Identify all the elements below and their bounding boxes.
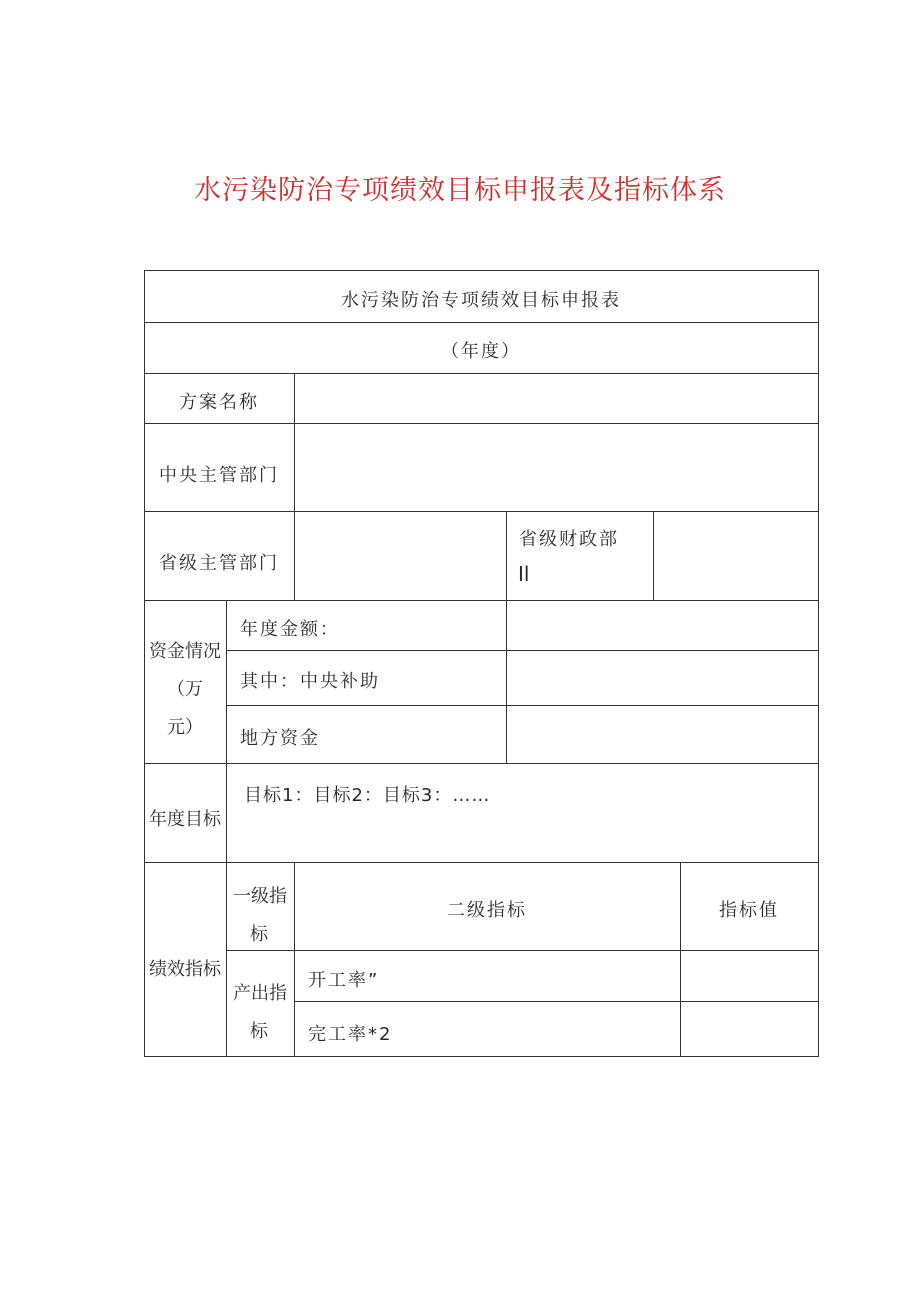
document-title: 水污染防治专项绩效目标申报表及指标体系	[194, 175, 726, 206]
value-header: 指标值	[719, 900, 779, 921]
indicator-value-field[interactable]	[681, 1002, 817, 1055]
table-border-bottom	[144, 1056, 819, 1057]
indicator-value-field[interactable]	[681, 951, 817, 1000]
table-divider	[144, 322, 818, 323]
central-subsidy-field[interactable]	[507, 651, 817, 704]
indicator-row-2: 完工率*2	[308, 1024, 393, 1045]
year-label: （年度）	[441, 341, 521, 362]
provincial-finance-label-cont: Il	[518, 562, 530, 586]
indicator-row-1: 开工率”	[308, 970, 380, 991]
central-dept-label: 中央主管部门	[159, 465, 279, 486]
annual-goal-label: 年度目标	[149, 809, 221, 830]
table-border-top	[144, 270, 818, 271]
funds-label-unit: （万	[167, 679, 203, 700]
provincial-dept-label: 省级主管部门	[159, 553, 279, 574]
provincial-finance-label: 省级财政部	[519, 529, 619, 550]
level1-header-cont: 标	[250, 924, 270, 945]
annual-amount-label: 年度金额：	[240, 619, 340, 640]
table-border-right	[818, 270, 819, 1057]
annual-goal-text[interactable]: 目标1：目标2：目标3：……	[244, 785, 491, 806]
table-divider	[294, 862, 295, 1056]
local-funds-label: 地方资金	[240, 728, 320, 749]
output-indicator-label: 产出指	[233, 983, 287, 1004]
table-divider	[506, 511, 507, 600]
central-dept-field[interactable]	[295, 424, 817, 510]
level1-header: 一级指	[233, 886, 287, 907]
level2-header: 二级指标	[447, 900, 527, 921]
table-divider	[144, 862, 818, 863]
funds-label-unit-end: 元）	[167, 717, 203, 738]
funds-label: 资金情况	[149, 641, 221, 662]
scheme-name-label: 方案名称	[179, 392, 259, 413]
annual-amount-field[interactable]	[507, 601, 817, 649]
output-indicator-label-cont: 标	[250, 1021, 270, 1042]
scheme-name-field[interactable]	[295, 374, 817, 422]
provincial-dept-field[interactable]	[295, 512, 505, 599]
central-subsidy-label: 其中：中央补助	[240, 671, 380, 692]
table-title: 水污染防治专项绩效目标申报表	[341, 290, 621, 311]
table-divider	[144, 763, 818, 764]
performance-label: 绩效指标	[149, 959, 221, 980]
provincial-finance-field[interactable]	[654, 512, 817, 599]
local-funds-field[interactable]	[507, 706, 817, 762]
